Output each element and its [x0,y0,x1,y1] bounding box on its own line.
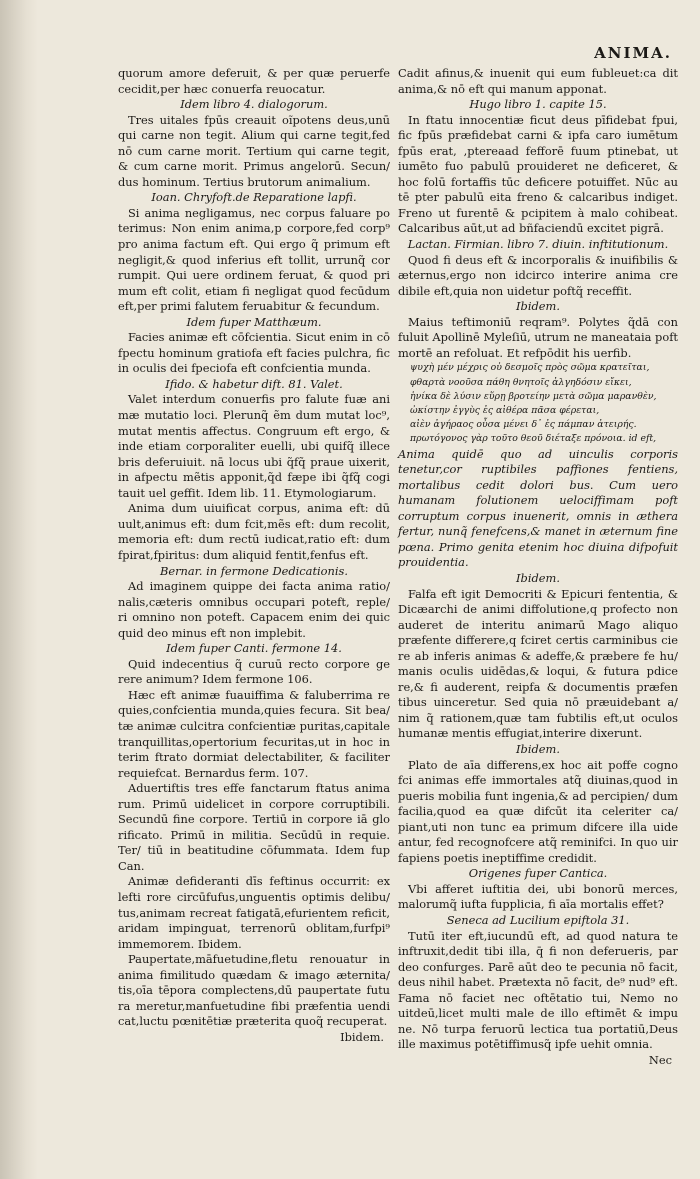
source-citation: Bernar. in fermone Dedicationis. [160,563,348,578]
greek-verse-line: πρωτόγονος γὰρ τοῦτο θεοῦ διέταξε πρόνοια. id eft, [410,433,657,445]
greek-verse-line: ψυχὴ μέν μέχρις οὐ δεσμοῖς πρὸς σῶμα κρατεῖται, [410,362,650,374]
paragraph: Facies animæ eft cōfcientia. Sicut enim in cō fpectu hominum gratiofa eft facies pulchra, fic in oculis dei fpeciofa eft confcientia munda. [118,330,390,376]
source-citation: Ibidem. [516,299,560,314]
source-citation: Ibidem. [516,742,560,756]
paragraph: In ftatu innocentiæ ficut deus pīfidebat fpui, fic fpūs præfidebat carni & ipfa caro iumētum fpūs erat, ,ptereaad fefforē fuum ptinebat, ut iumēto fuo pabulū prouideret ne deficeret, & hoc folū fortaffis tūc deficere potuiffet. Nūc au tē pter pabulū eita freno & calcaribus indiget. Freno ut furentē & pcipitem à malo cohibeat. Calcaribus aūt,ut ad bñfaciendū excitet pigrā. [398,112,678,236]
paragraph: Valet interdum conuerfis pro falute fuæ ani mæ mutatio loci. Plerunq̃ ẽm dum mutat loc⁹, mutat mentis affectus. Congruum eft ergo, & inde etiam corporaliter euelli, ubi quifq̃ illece bris deferuiuit. nā locus ubi q̃fq̃ praue uixerit, in afpectu mẽtis apponit,q̃d fæpe ibi q̃fq̃ cogi tauit uel geffit. Idem lib. 11. Etymologiarum. [118,392,390,500]
paragraph: Falfa eft igit Democriti & Epicuri fententia, & Dicæarchi de animi diffolutione,q profecto non auderet de interitu animarū Mago aliquo præfente differere,q fciret certis carminibus cie re ab inferis animas & adeffe,& præbere fe hu/ manis oculis uidēdas,& loqui, & futura pdice re,& fi auderent, reipfa & documentis præfen tibus uinceretur. Sed quia nō præuidebant a/ nim q̃ rationem,quæ tam fubtilis eft,ut oculos humanæ mentis effugiat,interire dixerunt. [398,586,678,741]
paragraph: Si anima negligamus, nec corpus faluare po terimus: Non enim anima,p corpore,fed corp⁹ pro anima factum eft. Qui ergo q̃ primum eft negligit,& quod inferius eft tollit, urrunq̃ cor rumpit. Qui uere ordinem feruat, & quod pri mum eft colit, etiam fi negligat quod fecūdum eft,per primi falutem feruabitur & fecundum. [118,205,390,314]
paragraph: Maius teftimoniū reqram⁹. Polytes q̃dā con fuluit Apollinē Myleſiū, utrum ne maneataia poft mortē an refoluat. Et refpōdit his uerfib. [398,314,678,360]
catchword: Nec [648,1052,672,1067]
source-citation: Lactan. Firmian. libro 7. diuin. inftitutionum. [407,237,669,252]
source-citation: Hugo libro 1. capite 15. [469,97,607,112]
paragraph: Tutū iter eft,iucundū eft, ad quod natura te inftruxit,dedit tibi illa, q̄ fi non deferueris, par deo confurges. Parē aūt deo te pecunia nō facit, deus nihil habet. Prætexta nō facit, de⁹ nud⁹ eft. Fama nō faciet nec oftētatio tui, Nemo no uitdeū,licet multi male de illo eftimēt & impu ne. Nō turpa feruorū lectica tua portatiū,Deus ille maximus potētiffimusq̃ ipfe uehit omnia. [398,928,678,1052]
paragraph: Ad imaginem quippe dei facta anima ratio/ nalis,cæteris omnibus occupari poteft, reple/ ri omnino non poteft. Capacem enim dei quic quid deo minus eft non implebit. [118,579,390,640]
paragraph: Aduertiftis tres effe fanctarum ftatus anima rum. Primū uidelicet in corpore corruptibili. Secundū fine corpore. Tertiū in corpore iā glo rificato. Primū in militia. Secūdū in requie. Ter/ tiū in beatitudine cōfummata. Idem fup Can. [118,781,390,873]
running-title: ANIMA. [594,44,672,62]
paragraph: Paupertate,māfuetudine,fletu renouatur in anima fimilitudo quædam & imago æternita/ tis,oīa tēpora complectens,dū paupertate futu ra meretur,manfuetudine fibi præfentia uendi cat,luctu pœnitētiæ præterita quoq̃ recuperat. [118,952,390,1029]
greek-verse-line: ἡνίκα δὲ λύσιν εὕρῃ βροτείην μετὰ σῶμα μαρανθὲν, [410,390,657,402]
source-citation: Idem libro 4. dialogorum. [180,97,328,112]
greek-verse-line: φθαρτὰ νοοῦσα πάθη θνητοῖς ἀλγηδόσιν εἴκει, [410,376,632,388]
right-column [398,66,678,1068]
source-citation: Idem fuper Matthæum. [186,314,322,329]
greek-verse-line: αἰὲν ἀγήραος οὖσα μένει δ᾽ ἐς πάμπαν ἀτειρής. [410,419,637,431]
paragraph: Quod fi deus eft & incorporalis & inuifibilis & æternus,ergo non idcirco interire anima cre dibile eft,quia non uidetur poftq̃ receffit. [398,252,678,298]
source-citation: Seneca ad Lucilium epiftola 31. [446,913,630,928]
source-citation: Origenes fuper Cantica. [468,866,608,881]
greek-verse-line: ὠκίστην ἐγγὺς ἐς αἰθέρα πᾶσα φέρεται, [410,405,600,416]
latin-translation: Anima quidē quo ad uinculis corporis tenetur,cor ruptibiles paffiones fentiens, mortalibus cedit dolori bus. Cum uero humanam folutionem uelociffimam poft corruptum corpus inuenerit, omnis in æthera fertur, nunq̃ fenefcens,& manet in æternum fine pœna. Primo genita etenim hoc diuina difpofuit prouidentia. [398,446,678,570]
paragraph: Cadit afinus,& inuenit qui eum fubleuet:ca dit anima,& nō eft qui manum apponat. [398,66,678,96]
source-citation: Ifido. & habetur dift. 81. Valet. [165,376,343,391]
paragraph: Quid indecentius q̃ curuū recto corpore ge rere animum? Idem fermone 106. [118,656,390,687]
paragraph: quorum amore deferuit, & per quæ peruerfe cecidit,per hæc conuerfa reuocatur. [118,66,390,96]
page-gutter-shadow [0,0,38,1179]
paragraph: Plato de aīa differens,ex hoc ait poffe cogno fci animas effe immortales atq̃ diuinas,quod in pueris mobilia funt ingenia,& ad percipien/ dum facilia,quod ea quæ difcūt ita celeriter ca/ piant,uti non tunc ea primum difcere illa uide antur, fed recognofcere atq̃ reminifci. In quo uir fapiens poetis ineptiffime credidit. [398,757,678,865]
source-citation: Ibidem. [516,570,560,585]
source-citation: Idem fuper Canti. fermone 14. [166,641,342,656]
paragraph: Tres uitales fpūs creauit oĩpotens deus,unū qui carne non tegit. Alium qui carne tegit,fed nō cum carne morit. Tertium qui carne tegit, & cum carne morit. Primus angelorū. Secun/ dus hominum. Tertius brutorum animalium. [118,112,390,189]
source-citation: Ioan. Chryfoft.de Reparatione lapfi. [151,190,357,205]
paragraph: Animæ defideranti dīs feftinus occurrit: ex lefti rore circūfufus,unguentis optimis delibu/ tus,animam recreat fatigatā,efurientem reficit, aridam impinguat, terrenorū oblitam,furfpi⁹ immemorem. Ibidem. [118,874,390,951]
catchword: Ibidem. [340,1029,384,1044]
paragraph: Anima dum uiuificat corpus, anima eft: dū uult,animus eft: dum fcit,mẽs eft: dum recolit, memoria eft: dum rectū iudicat,ratio eft: dum fpirat,fpiritus: dum aliquid fentit,fenfus eft. [118,501,390,562]
paragraph: Hæc eft animæ fuauiffima & faluberrima re quies,confcientia munda,quies fecura. Sit bea/ tæ animæ culcitra confcientiæ puritas,capitale tranquillitas,opertorium fecuritas,ut in hoc in terim ftrato dormiat delectabiliter, & faciliter requiefcat. Bernardus ferm. 107. [118,687,390,780]
paragraph: Vbi afferet iuftitia dei, ubi bonorū merces, malorumq̃ iufta fupplicia, fi aīa mortalis effet? [398,881,678,912]
left-column [118,66,390,1045]
